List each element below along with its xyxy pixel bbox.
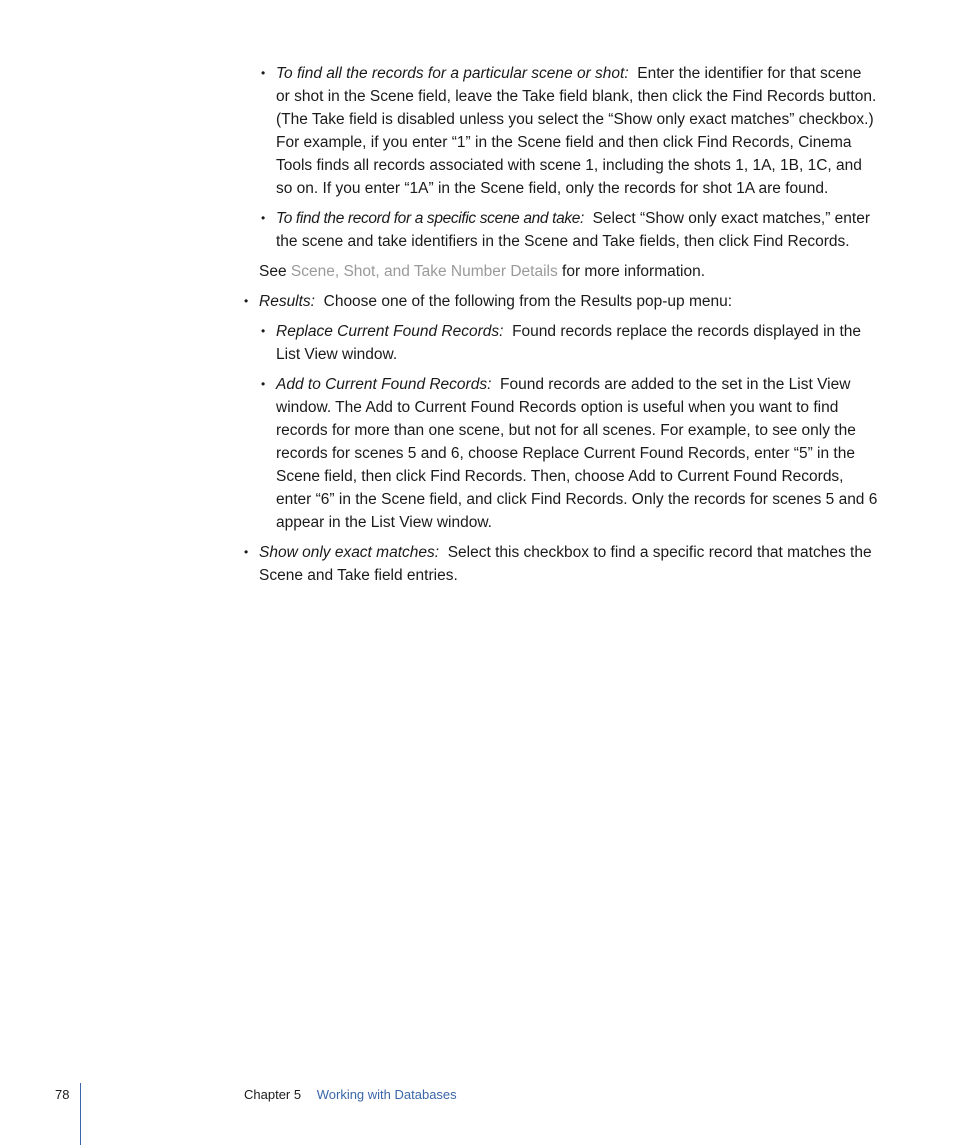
item-lead: Show only exact matches: — [259, 544, 440, 561]
bullet: • — [244, 545, 249, 559]
item-text: Enter the identifier for that scene or shot in the Scene field, leave the Take field blank, then click the Find Records button. (The Take field is disabled unless you select the “Show only exact matches” checkbox.) For example, if you enter “1” in the Scene field and then click Find Records, Cinema Tools finds all records associated with scene 1, including the shots 1, 1A, 1B, 1C, and so on. If you enter “1A” in the Scene field, only the records for shot 1A are found. — [276, 65, 877, 197]
list-item — [261, 62, 879, 200]
item-text: Select this checkbox to find a specific record that matches the Scene and Take field entries. — [259, 544, 872, 584]
bullet: • — [261, 377, 266, 391]
item-lead: Replace Current Found Records: — [276, 323, 504, 340]
bullet: • — [244, 294, 249, 308]
chapter-label: Chapter 5 — [244, 1087, 302, 1102]
list-item — [261, 373, 879, 534]
list-item — [244, 541, 879, 587]
bullet: • — [261, 211, 266, 225]
item-lead: Results: — [259, 293, 315, 310]
item-text: Select “Show only exact matches,” enter the scene and take identifiers in the Scene and Take fields, then click Find Records. — [276, 210, 870, 250]
list-item — [261, 320, 879, 366]
list-item — [261, 207, 879, 253]
see-suffix: for more information. — [562, 263, 706, 280]
chapter-title: Working with Databases — [316, 1087, 457, 1102]
page-number: 78 — [55, 1087, 70, 1102]
item-lead: Add to Current Found Records: — [276, 376, 492, 393]
item-lead: To find the record for a specific scene and take: — [276, 210, 584, 227]
bullet: • — [261, 66, 266, 80]
item-text: Found records are added to the set in the List View window. The Add to Current Found Records option is useful when you want to find records for more than one scene, but not for all scenes. For example, to see only the records for scenes 5 and 6, choose Replace Current Found Records, enter “5” in the Scene field, then click Find Records. Then, choose Add to Current Found Records, enter “6” in the Scene field, and click Find Records. Only the records for scenes 5 and 6 appear in the List View window. — [276, 376, 878, 531]
list-item — [244, 290, 879, 313]
see-prefix: See — [259, 263, 287, 280]
footer-divider — [80, 1083, 81, 1145]
page-content — [0, 62, 954, 594]
item-lead: To find all the records for a particular scene or shot: — [276, 65, 629, 82]
cross-reference-link[interactable]: Scene, Shot, and Take Number Details — [290, 263, 558, 280]
footer-chapter — [244, 1087, 457, 1102]
bullet: • — [261, 324, 266, 338]
see-also-line — [259, 260, 879, 283]
item-text: Choose one of the following from the Results pop-up menu: — [323, 293, 733, 310]
item-text: Found records replace the records displayed in the List View window. — [276, 323, 862, 363]
